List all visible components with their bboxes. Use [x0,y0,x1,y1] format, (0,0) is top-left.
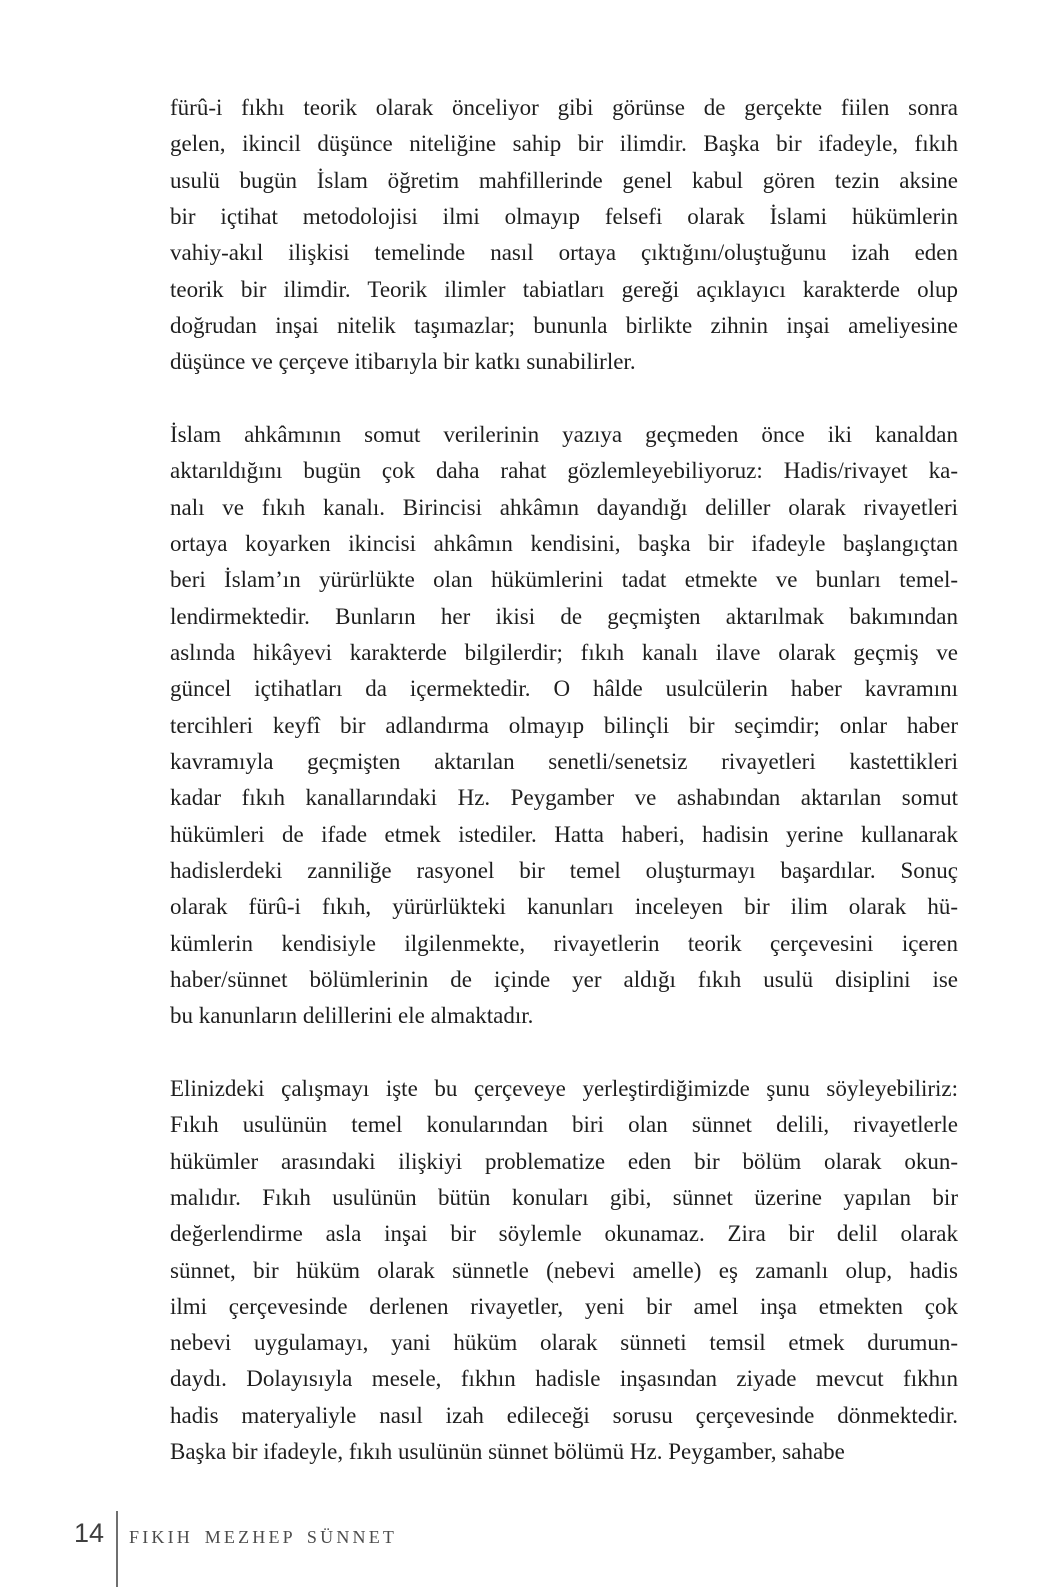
text-line: doğrudan inşai nitelik taşımazlar; bununla birlikte zihnin inşai ameliyesine [170,312,958,338]
running-title: FIKIH MEZHEP SÜNNET [129,1527,398,1547]
text-line: tercihleri keyfî bir adlandırma olmayıp bilinçli bir seçimdir; onlar haber [170,712,958,738]
text-line: bir içtihat metodolojisi ilmi olmayıp felsefi olarak İslami hükümlerin [170,203,958,229]
paragraph [170,90,958,381]
text-line: hadislerdeki zanniliğe rasyonel bir temel oluşturmayı başardılar. Sonuç [170,857,958,883]
text-line: Başka bir ifadeyle, fıkıh usulünün sünnet bölümü Hz. Peygamber, sahabe [170,1439,845,1465]
text-line: daydı. Dolayısıyla mesele, fıkhın hadisle inşasından ziyade mevcut fıkhın [170,1366,958,1392]
paragraph [170,1071,958,1471]
text-line: usulü bugün İslam öğretim mahfillerinde genel kabul gören tezin aksine [170,167,958,193]
text-line: gelen, ikincil düşünce niteliğine sahip bir ilimdir. Başka bir ifadeyle, fıkıh [170,131,958,157]
text-line: kadar fıkıh kanallarındaki Hz. Peygamber ve ashabından aktarılan somut [170,785,958,811]
text-line: güncel içtihatları da içermektedir. O hâlde usulcülerin haber kavramını [170,676,958,702]
text-line: İslam ahkâmının somut verilerinin yazıya geçmeden önce iki kanaldan [170,421,958,447]
text-line: kavramıyla geçmişten aktarılan senetli/senetsiz rivayetleri kastettikleri [170,748,958,774]
text-line: değerlendirme asla inşai bir söylemle okunamaz. Zira bir delil olarak [170,1221,958,1247]
text-line: vahiy-akıl ilişkisi temelinde nasıl ortaya çıktığını/oluştuğunu izah eden [170,240,958,266]
text-line: teorik bir ilimdir. Teorik ilimler tabiatları gereği açıklayıcı karakterde olup [170,276,958,302]
text-line: hadis materyaliyle nasıl izah edileceği sorusu çerçevesinde dönmektedir. [170,1402,958,1428]
text-line: sünnet, bir hüküm olarak sünnetle (nebevi amelle) eş zamanlı olup, hadis [170,1257,958,1283]
paragraph [170,417,958,1035]
text-line: olarak fürû-i fıkıh, yürürlükteki kanunları inceleyen bir ilim olarak hü- [170,894,958,920]
text-line: aslında hikâyevi karakterde bilgilerdir; fıkıh kanalı ilave olarak geçmiş ve [170,639,958,665]
text-line: fürû-i fıkhı teorik olarak önceliyor gibi görünse de gerçekte fiilen sonra [170,95,958,120]
page-number: 14 [74,1518,105,1548]
text-line: malıdır. Fıkıh usulünün bütün konuları gibi, sünnet üzerine yapılan bir [170,1184,958,1210]
text-line: kümlerin kendisiyle ilgilenmekte, rivayetlerin teorik çerçevesini içeren [170,930,958,956]
text-line: hükümleri de ifade etmek istediler. Hatta haberi, hadisin yerine kullanarak [170,821,958,847]
text-line: ortaya koyarken ikincisi ahkâmın kendisini, başka bir ifadeyle başlangıçtan [170,530,958,556]
text-line: Fıkıh usulünün temel konularından biri olan sünnet delili, rivayetlerle [170,1112,958,1138]
text-line: haber/sünnet bölümlerinin de içinde yer aldığı fıkıh usulü disiplini ise [170,966,958,992]
text-line: düşünce ve çerçeve itibarıyla bir katkı sunabilirler. [170,349,636,375]
text-line: nebevi uygulamayı, yani hüküm olarak sünneti temsil etmek durumun- [170,1330,958,1356]
text-block [170,90,958,1470]
text-line: ilmi çerçevesinde derlenen rivayetler, yeni bir amel inşa etmekten çok [170,1293,958,1319]
text-line: nalı ve fıkıh kanalı. Birincisi ahkâmın dayandığı deliller olarak rivayetleri [170,494,958,520]
text-line: Elinizdeki çalışmayı işte bu çerçeveye yerleştirdiğimizde şunu söyleyebiliriz: [170,1075,958,1101]
text-line: lendirmektedir. Bunların her ikisi de geçmişten aktarılmak bakımından [170,603,958,629]
text-line: hükümler arasındaki ilişkiyi problematize eden bir bölüm olarak okun- [170,1148,958,1174]
text-line: aktarıldığını bugün çok daha rahat gözlemleyebiliyoruz: Hadis/rivayet ka- [170,458,958,484]
text-line: beri İslam’ın yürürlükte olan hükümlerini tadat etmekte ve bunları temel- [170,567,958,593]
footer-divider-rule [116,1511,118,1587]
text-line: bu kanunların delillerini ele almaktadır. [170,1003,534,1029]
